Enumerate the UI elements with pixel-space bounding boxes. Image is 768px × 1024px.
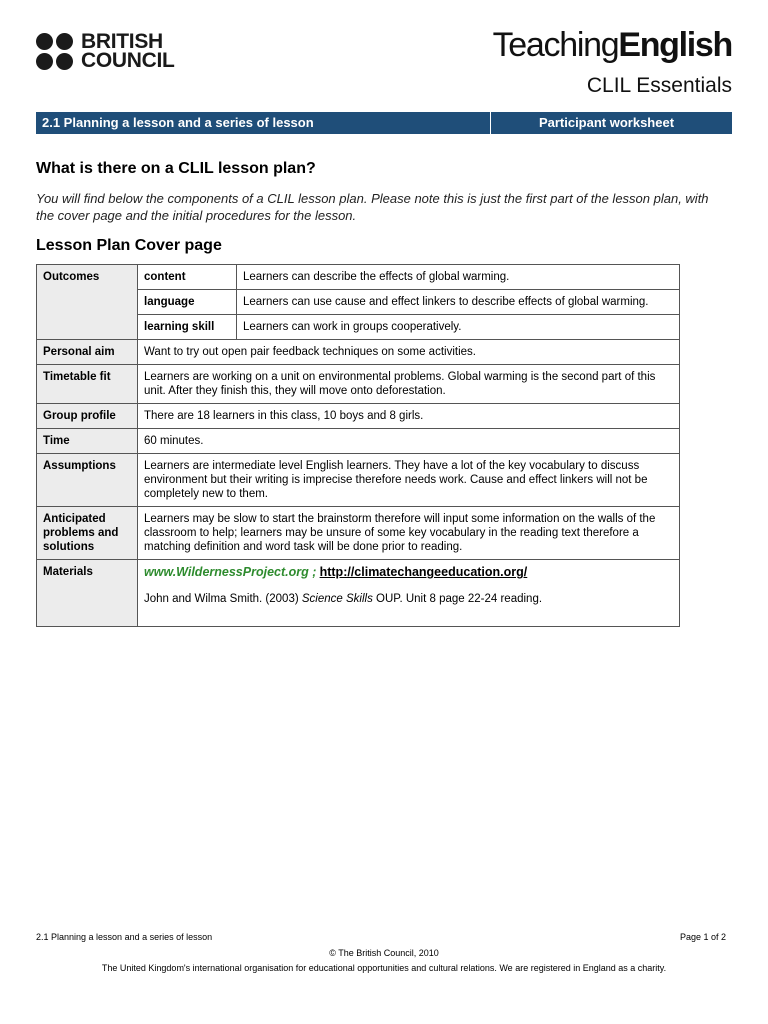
table-row xyxy=(37,560,680,627)
outcome-sub-label: learning skill xyxy=(138,315,237,340)
table-row xyxy=(37,340,680,365)
teaching-english-logo xyxy=(493,26,732,65)
logo-line-1: BRITISH xyxy=(81,30,163,53)
table-row xyxy=(37,404,680,429)
footer-copyright: © The British Council, 2010 xyxy=(329,948,439,958)
reference-authors: John and Wilma Smith. (2003) xyxy=(144,593,302,605)
header-bar xyxy=(36,112,732,134)
row-text: 60 minutes. xyxy=(138,429,680,454)
climate-link[interactable]: http://climatechangeeducation.org/ xyxy=(319,565,528,579)
row-label: Outcomes xyxy=(37,265,138,340)
materials-reference xyxy=(144,592,673,606)
outcome-sub-label: language xyxy=(138,290,237,315)
logo-line-2: COUNCIL xyxy=(81,49,175,72)
section-heading: Lesson Plan Cover page xyxy=(36,237,222,254)
british-council-logo xyxy=(36,32,175,70)
table-row xyxy=(37,365,680,404)
row-text: Want to try out open pair feedback techniques on some activities. xyxy=(138,340,680,365)
lesson-plan-table xyxy=(36,264,680,627)
intro-text: You will find below the components of a CLIL lesson plan. Please note this is just the first part of the lesson plan, with the cover page and the initial procedures for the lesson. xyxy=(36,191,709,223)
table-row xyxy=(37,265,680,290)
outcome-sub-label: content xyxy=(138,265,237,290)
page-number: Page 1 of 2 xyxy=(679,932,726,942)
logo-teaching: Teaching xyxy=(492,26,619,64)
reference-details: OUP. Unit 8 page 22-24 reading. xyxy=(372,593,543,605)
footer-title: 2.1 Planning a lesson and a series of lesson xyxy=(36,932,213,942)
logo-dots-icon xyxy=(36,33,73,70)
row-text: Learners may be slow to start the brainstorm therefore will input some information on the walls of the classroom to help; learners may be unsure of some key vocabulary in the reading text therefore a matching definition and word task will be done prior to reading. xyxy=(138,507,680,560)
reference-title: Science Skills xyxy=(301,593,373,605)
row-label: Time xyxy=(37,429,138,454)
wilderness-link[interactable]: www.WildernessProject.org ; xyxy=(144,565,317,579)
row-label: Personal aim xyxy=(37,340,138,365)
materials-cell xyxy=(138,560,680,627)
row-label: Anticipated problems and solutions xyxy=(37,507,138,560)
row-label: Group profile xyxy=(37,404,138,429)
header-bar-type: Participant worksheet xyxy=(538,115,675,130)
table-row xyxy=(37,454,680,507)
table-row xyxy=(37,429,680,454)
outcome-text: Learners can describe the effects of global warming. xyxy=(237,265,680,290)
row-label: Materials xyxy=(37,560,138,627)
row-text: There are 18 learners in this class, 10 boys and 8 girls. xyxy=(138,404,680,429)
header-bar-title: 2.1 Planning a lesson and a series of lesson xyxy=(36,112,491,134)
table-row xyxy=(37,507,680,560)
page-heading: What is there on a CLIL lesson plan? xyxy=(36,160,316,177)
logo-english: English xyxy=(618,26,732,64)
row-label: Assumptions xyxy=(37,454,138,507)
footer-charity: The United Kingdom's international organisation for educational opportunities and cultural relations. We are registered in England as a charity. xyxy=(101,963,667,973)
row-text: Learners are working on a unit on environmental problems. Global warming is the second part of this unit. After they finish this, they will move onto deforestation. xyxy=(138,365,680,404)
row-label: Timetable fit xyxy=(37,365,138,404)
outcome-text: Learners can work in groups cooperatively. xyxy=(237,315,680,340)
outcome-text: Learners can use cause and effect linkers to describe effects of global warming. xyxy=(237,290,680,315)
course-title: CLIL Essentials xyxy=(586,74,732,97)
row-text: Learners are intermediate level English learners. They have a lot of the key vocabulary to discuss environment but their writing is imprecise therefore needs work. Cause and effect linkers will not be completely new to them. xyxy=(138,454,680,507)
